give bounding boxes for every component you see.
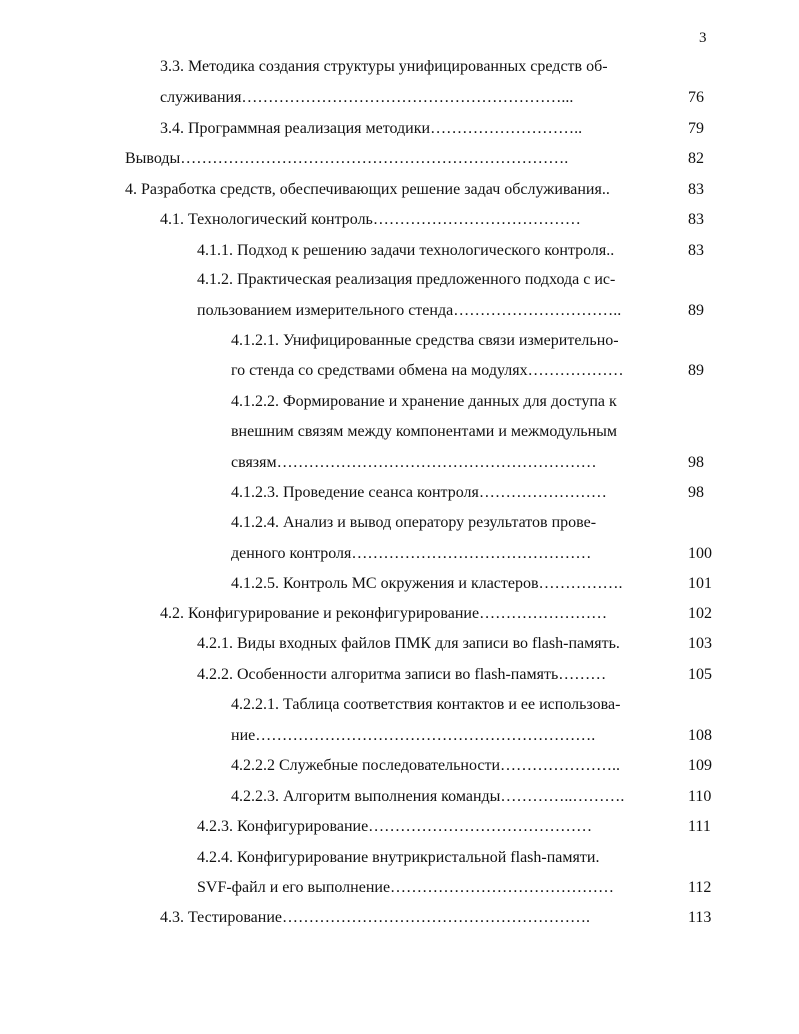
toc-entry-4-1-2-2-line-1: 4.1.2.2. Формирование и хранение данных для доступа к — [231, 393, 617, 410]
toc-entry-4-2-2-3: 4.2.2.3. Алгоритм выполнения команды…………..………. — [231, 788, 625, 805]
toc-entry-4-1: 4.1. Технологический контроль………………………………… — [160, 211, 581, 228]
toc-page-4-2-2-2: 109 — [688, 757, 712, 774]
toc-page-4-2-4: 112 — [688, 879, 712, 896]
toc-page-4-1: 83 — [688, 211, 704, 228]
toc-entry-4-1-2-2-line-3: связям…………………………………………………… — [231, 454, 597, 471]
toc-entry-4-2-4-line-1: 4.2.4. Конфигурирование внутрикристальной flash-памяти. — [197, 849, 600, 866]
toc-entry-4-1-2-4-line-1: 4.1.2.4. Анализ и вывод оператору результатов прове- — [231, 514, 597, 531]
toc-page-3-3: 76 — [688, 89, 704, 106]
toc-entry-4-2: 4.2. Конфигурирование и реконфигурирование…………………… — [160, 605, 608, 622]
toc-entry-conclusions: Выводы………………………………………………………………. — [125, 150, 569, 167]
toc-page-4: 83 — [688, 181, 704, 198]
toc-page-4-2-2-1: 108 — [688, 727, 712, 744]
toc-entry-3-4: 3.4. Программная реализация методики……………………….. — [160, 120, 583, 137]
toc-entry-4-2-1: 4.2.1. Виды входных файлов ПМК для записи во flash-память. — [197, 635, 620, 652]
toc-entry-4-1-1: 4.1.1. Подход к решению задачи технологического контроля.. — [197, 242, 615, 259]
toc-entry-4-2-3: 4.2.3. Конфигурирование…………………………………… — [197, 818, 593, 835]
toc-entry-3-3-line-1: 3.3. Методика создания структуры унифицированных средств об- — [160, 58, 608, 75]
toc-entry-4-2-2-1-line-1: 4.2.2.1. Таблица соответствия контактов и ее использова- — [231, 696, 621, 713]
toc-entry-4-2-4-line-2: SVF-файл и его выполнение…………………………………… — [197, 879, 615, 896]
toc-entry-4-2-2-1-line-2: ние………………………………………………………. — [231, 727, 596, 744]
toc-page-4-1-1: 83 — [688, 242, 704, 259]
toc-page-3-4: 79 — [688, 120, 704, 137]
toc-entry-4: 4. Разработка средств, обеспечивающих решение задач обслуживания.. — [125, 181, 610, 198]
toc-page-4-1-2-4: 100 — [688, 545, 712, 562]
toc-entry-4-1-2-3: 4.1.2.3. Проведение сеанса контроля…………………… — [231, 484, 607, 501]
toc-entry-4-1-2-1-line-1: 4.1.2.1. Унифицированные средства связи измерительно- — [231, 332, 619, 349]
toc-entry-4-1-2-5: 4.1.2.5. Контроль МС окружения и кластеров……………. — [231, 575, 623, 592]
toc-page-4-1-2-1: 89 — [688, 362, 704, 379]
toc-entry-4-2-2: 4.2.2. Особенности алгоритма записи во flash-память……… — [197, 666, 607, 683]
toc-entry-3-3-line-2: служивания……………………………………………………... — [160, 89, 574, 106]
toc-entry-4-1-2-2-line-2: внешним связям между компонентами и межмодульным — [231, 423, 618, 440]
toc-entry-4-2-2-2: 4.2.2.2 Служебные последовательности………………….. — [231, 757, 621, 774]
toc-page-4-2-2: 105 — [688, 666, 712, 683]
toc-page-4-1-2-3: 98 — [688, 484, 704, 501]
toc-page-4-1-2-2: 98 — [688, 454, 704, 471]
toc-page-4-2-3: 111 — [688, 818, 711, 835]
page-number: 3 — [699, 30, 707, 46]
toc-page-4-2-1: 103 — [688, 635, 712, 652]
toc-page-conclusions: 82 — [688, 150, 704, 167]
toc-page-4-1-2-5: 101 — [688, 575, 712, 592]
toc-page-4-3: 113 — [688, 909, 712, 926]
toc-entry-4-1-2-4-line-2: денного контроля……………………………………… — [231, 545, 592, 562]
toc-entry-4-1-2-1-line-2: го стенда со средствами обмена на модулях……………… — [231, 362, 624, 379]
toc-page-4-2: 102 — [688, 605, 712, 622]
toc-entry-4-1-2-line-2: пользованием измерительного стенда………………………….. — [197, 302, 622, 319]
toc-page-4-2-2-3: 110 — [688, 788, 712, 805]
toc-entry-4-1-2-line-1: 4.1.2. Практическая реализация предложенного подхода с ис- — [197, 271, 616, 288]
toc-entry-4-3: 4.3. Тестирование…………………………………………………. — [160, 909, 590, 926]
toc-page-4-1-2: 89 — [688, 302, 704, 319]
